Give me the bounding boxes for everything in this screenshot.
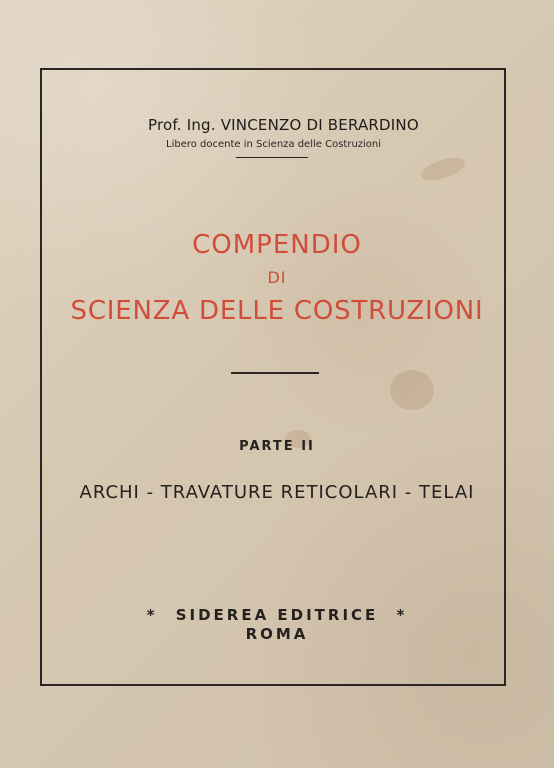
- author-name: Prof. Ing. VINCENZO DI BERARDINO: [148, 116, 419, 134]
- publisher-name: SIDEREA EDITRICE: [175, 606, 379, 624]
- title-divider: [231, 372, 319, 374]
- title-line-3: SCIENZA DELLE COSTRUZIONI: [70, 296, 484, 326]
- asterisk-right-icon: *: [396, 606, 408, 624]
- author-title: Libero docente in Scienza delle Costruzioni: [166, 139, 382, 150]
- part-label: PARTE II: [239, 439, 315, 454]
- publisher-city: ROMA: [245, 625, 309, 643]
- cover-border-frame: [40, 68, 506, 686]
- asterisk-left-icon: *: [146, 606, 158, 624]
- title-line-1: COMPENDIO: [192, 230, 362, 260]
- author-divider: [236, 157, 308, 158]
- subject-line: ARCHI - TRAVATURE RETICOLARI - TELAI: [79, 482, 475, 503]
- title-line-2: DI: [267, 268, 287, 287]
- publisher-line: [0, 606, 554, 624]
